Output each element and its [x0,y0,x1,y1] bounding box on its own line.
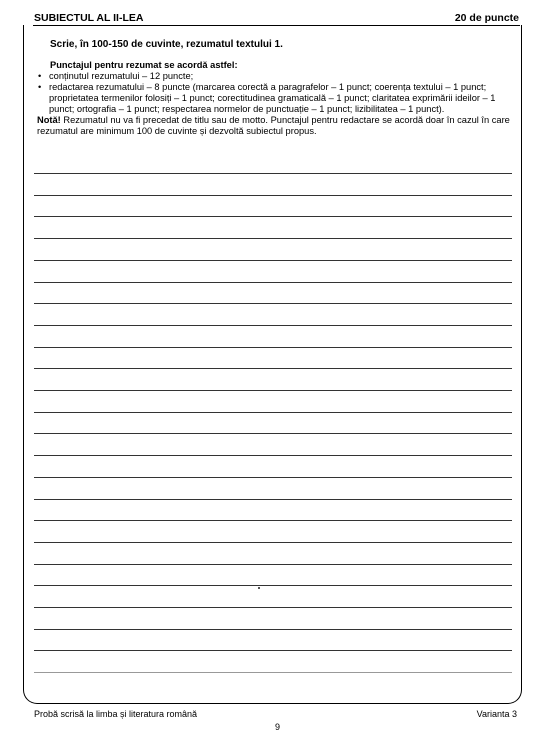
bullet-icon: • [38,71,42,81]
writing-line[interactable] [34,216,512,217]
criterion-content [37,71,515,82]
writing-line[interactable] [34,412,512,413]
writing-line[interactable] [34,650,512,651]
writing-line[interactable] [34,520,512,521]
page-number: 9 [274,722,280,732]
note [37,115,515,137]
print-speck [258,587,260,589]
writing-line[interactable] [34,368,512,369]
footer-variant: Varianta 3 [476,709,517,719]
section-header [33,10,520,26]
writing-line[interactable] [34,672,512,673]
criterion-content-text: conținutul rezumatului – 12 puncte; [49,71,194,81]
note-text: Rezumatul nu va fi precedat de titlu sau de motto. Punctajul pentru redactare se acordă doar în cazul în care rezumatul are minimum 100 de cuvinte și dezvoltă subiectul propus. [37,115,510,136]
scoring-criteria [37,60,515,137]
writing-line[interactable] [34,564,512,565]
writing-line[interactable] [34,542,512,543]
bullet-icon: • [38,82,42,92]
writing-line[interactable] [34,499,512,500]
section-points: 20 de puncte [454,12,519,24]
writing-line[interactable] [34,303,512,304]
writing-line[interactable] [34,607,512,608]
writing-line[interactable] [34,347,512,348]
writing-line[interactable] [34,260,512,261]
section-title: SUBIECTUL AL II-LEA [34,12,144,24]
task-instruction: Scrie, în 100-150 de cuvinte, rezumatul textului 1. [50,39,283,50]
scoring-title: Punctajul pentru rezumat se acordă astfel: [50,60,238,70]
writing-line[interactable] [34,282,512,283]
writing-line[interactable] [34,195,512,196]
note-label: Notă! [37,115,61,125]
writing-line[interactable] [34,173,512,174]
writing-line[interactable] [34,585,512,586]
writing-line[interactable] [34,477,512,478]
writing-line[interactable] [34,325,512,326]
writing-line[interactable] [34,629,512,630]
writing-line[interactable] [34,390,512,391]
criterion-writing-text: redactarea rezumatului – 8 puncte (marcarea corectă a paragrafelor – 1 punct; coerența textului – 1 punct; proprietatea termenilor folosiți – 1 punct; corectitudinea gramaticală – 1 punct; claritatea exprimării ideilor – 1 punct; ortografia – 1 punct; respectarea normelor de punctuație – 1 punct; lizibilitatea – 1 punct). [49,82,496,114]
writing-line[interactable] [34,455,512,456]
criterion-writing [37,82,515,115]
writing-line[interactable] [34,433,512,434]
writing-line[interactable] [34,238,512,239]
footer-exam-name: Probă scrisă la limba și literatura română [34,709,198,719]
